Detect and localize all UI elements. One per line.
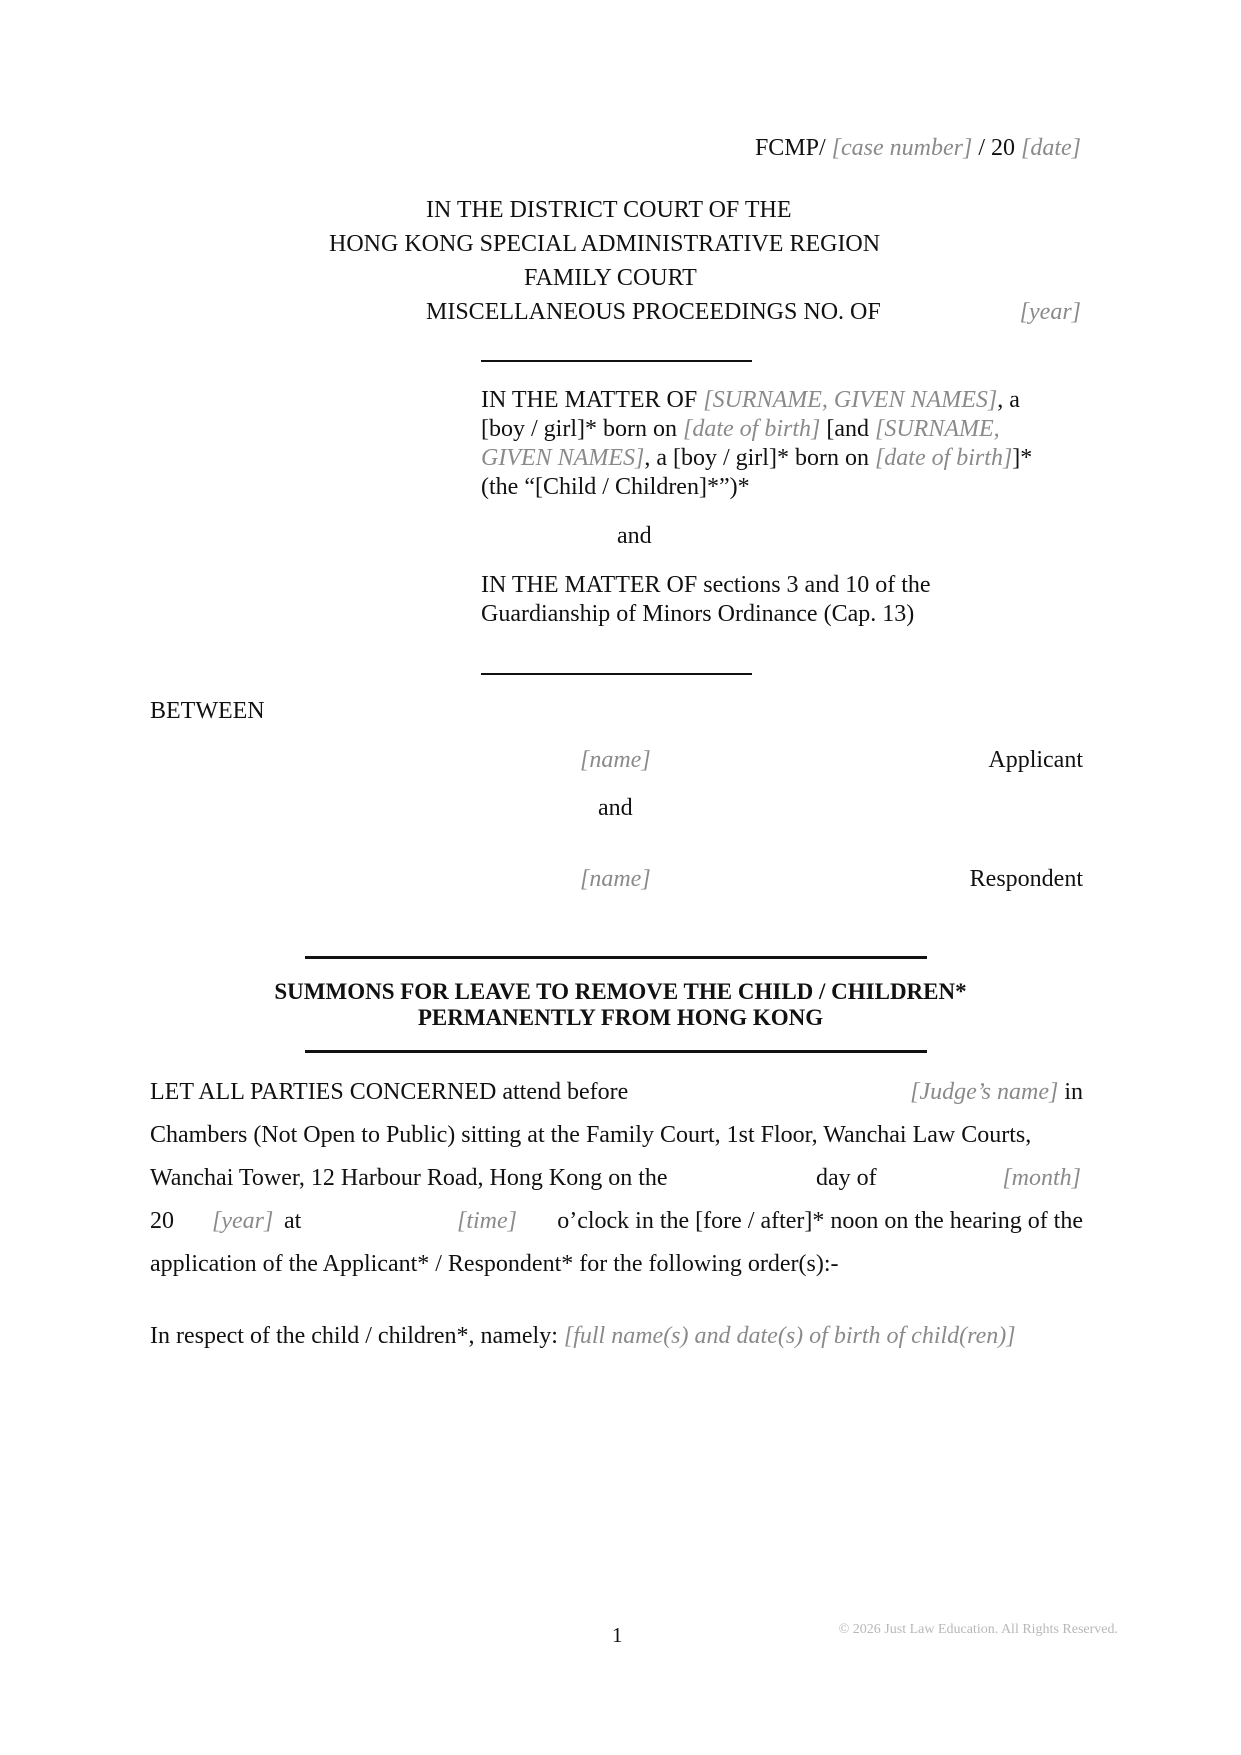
- copyright-notice: © 2026 Just Law Education. All Rights Reserved.: [838, 1622, 1118, 1637]
- body-line4-end: o’clock in the [fore / after]* noon on the hearing of the: [557, 1208, 1083, 1234]
- parties-conjunction: and: [598, 795, 633, 821]
- case-date-placeholder: [date]: [1021, 135, 1081, 161]
- divider-rule-2: [481, 673, 752, 675]
- matter2-line1: IN THE MATTER OF sections 3 and 10 of the: [481, 572, 931, 598]
- matter-conjunction: and: [617, 523, 652, 549]
- proceedings-year-placeholder: [year]: [1019, 299, 1081, 325]
- case-number-placeholder: [case number]: [831, 135, 973, 161]
- matter1-line2: [boy / girl]* born on [date of birth] [and [SURNAME,: [481, 416, 1000, 442]
- court-header-line2: HONG KONG SPECIAL ADMINISTRATIVE REGION: [329, 231, 881, 257]
- matter1-line4: (the “[Child / Children]*”)*: [481, 474, 750, 500]
- respondent-label: Respondent: [969, 866, 1083, 892]
- applicant-label: Applicant: [988, 747, 1083, 773]
- case-reference: [755, 134, 1081, 163]
- body-line3-start: Wanchai Tower, 12 Harbour Road, Hong Kong on the: [150, 1165, 668, 1191]
- body-line2: Chambers (Not Open to Public) sitting at the Family Court, 1st Floor, Wanchai Law Courts,: [150, 1122, 1032, 1148]
- page-number: 1: [612, 1623, 623, 1647]
- body-line3-day-of: day of: [816, 1165, 877, 1191]
- body-line5: application of the Applicant* / Respondent* for the following order(s):-: [150, 1251, 839, 1277]
- dob-placeholder: [date of birth]: [682, 416, 821, 442]
- matter2-line2: Guardianship of Minors Ordinance (Cap. 13): [481, 601, 915, 627]
- matter1-line3: GIVEN NAMES], a [boy / girl]* born on [date of birth]]*: [481, 445, 1033, 471]
- case-ref-prefix: FCMP/: [754, 135, 826, 161]
- second-dob-placeholder: [date of birth]: [874, 445, 1013, 471]
- applicant-name-placeholder: [name]: [580, 747, 651, 773]
- child-name-placeholder: [SURNAME, GIVEN NAMES]: [703, 387, 998, 413]
- month-placeholder: [month]: [1002, 1165, 1081, 1191]
- court-header-line4: MISCELLANEOUS PROCEEDINGS NO. OF: [426, 299, 881, 325]
- respect-of-children: In respect of the child / children*, namely: [full name(s) and date(s) of birth of child(ren)]: [150, 1323, 1016, 1349]
- between-label: BETWEEN: [150, 698, 265, 724]
- body-line1-start: LET ALL PARTIES CONCERNED attend before: [150, 1079, 629, 1105]
- court-header-line1: IN THE DISTRICT COURT OF THE: [426, 197, 792, 223]
- body-line4-at: at: [284, 1208, 302, 1234]
- title-rule-top: [305, 956, 927, 959]
- divider-rule-1: [481, 360, 752, 362]
- second-child-given-names-placeholder: GIVEN NAMES]: [481, 445, 645, 471]
- document-title-line1: SUMMONS FOR LEAVE TO REMOVE THE CHILD / CHILDREN*: [274, 979, 967, 1004]
- respondent-name-placeholder: [name]: [580, 866, 651, 892]
- title-rule-bottom: [305, 1050, 927, 1053]
- hearing-year-placeholder: [year]: [212, 1208, 274, 1234]
- case-ref-sep: / 20: [978, 135, 1015, 161]
- time-placeholder: [time]: [457, 1208, 517, 1234]
- body-line4-century: 20: [150, 1208, 174, 1234]
- body-line1-end: [Judge’s name] in: [910, 1079, 1083, 1105]
- matter1-line1: IN THE MATTER OF [SURNAME, GIVEN NAMES], a: [481, 387, 1020, 413]
- judge-name-placeholder: [Judge’s name]: [910, 1079, 1059, 1105]
- children-details-placeholder: [full name(s) and date(s) of birth of child(ren)]: [563, 1323, 1016, 1349]
- document-title-line2: PERMANENTLY FROM HONG KONG: [417, 1005, 824, 1030]
- court-header-line3: FAMILY COURT: [524, 265, 697, 291]
- second-child-surname-placeholder: [SURNAME,: [874, 416, 1000, 442]
